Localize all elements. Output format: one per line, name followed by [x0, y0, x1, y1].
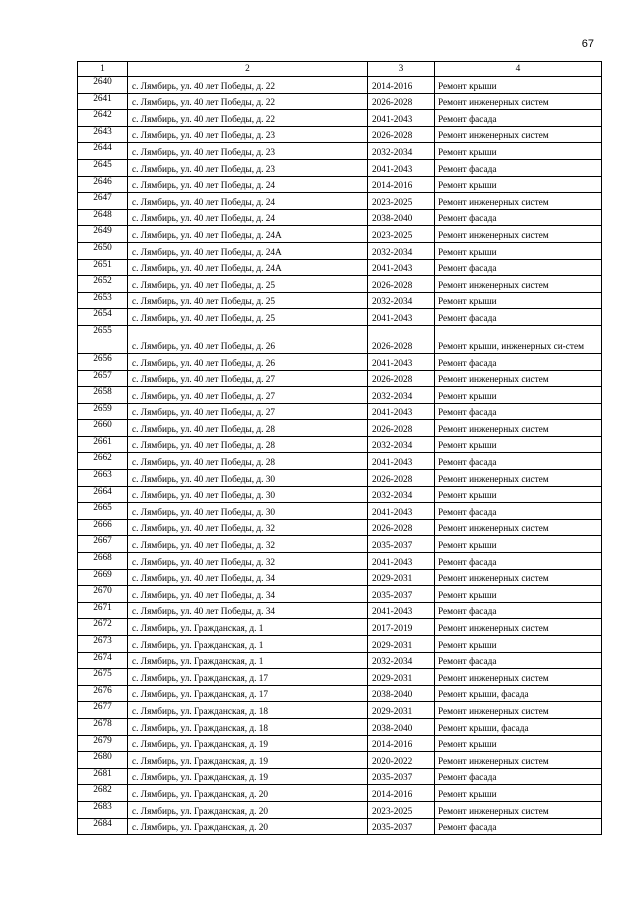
row-number: 2655 — [78, 325, 128, 353]
row-number: 2678 — [78, 718, 128, 735]
table-row — [78, 503, 602, 520]
work-type-cell: Ремонт крыши — [435, 486, 602, 503]
row-number: 2663 — [78, 470, 128, 487]
table-row — [78, 768, 602, 785]
table-header-row — [78, 62, 602, 77]
work-type-cell: Ремонт фасада — [435, 403, 602, 420]
period-cell: 2038-2040 — [368, 209, 435, 226]
column-header-period: 3 — [368, 62, 435, 77]
table-row — [78, 93, 602, 110]
work-type-cell: Ремонт инженерных систем — [435, 226, 602, 243]
work-type-cell: Ремонт инженерных систем — [435, 669, 602, 686]
address-cell: с. Лямбирь, ул. Гражданская, д. 20 — [128, 801, 368, 818]
address-cell: с. Лямбирь, ул. 40 лет Победы, д. 25 — [128, 292, 368, 309]
work-type-cell: Ремонт крыши, фасада — [435, 718, 602, 735]
table-row — [78, 159, 602, 176]
table-row — [78, 569, 602, 586]
period-cell: 2041-2043 — [368, 309, 435, 326]
table-row — [78, 176, 602, 193]
address-cell: с. Лямбирь, ул. 40 лет Победы, д. 24 — [128, 176, 368, 193]
table-row — [78, 403, 602, 420]
row-number: 2648 — [78, 209, 128, 226]
table-row — [78, 801, 602, 818]
row-number: 2650 — [78, 242, 128, 259]
row-number: 2668 — [78, 553, 128, 570]
table-row — [78, 752, 602, 769]
address-cell: с. Лямбирь, ул. 40 лет Победы, д. 27 — [128, 387, 368, 404]
address-cell: с. Лямбирь, ул. 40 лет Победы, д. 22 — [128, 93, 368, 110]
work-type-cell: Ремонт фасада — [435, 159, 602, 176]
table-row — [78, 226, 602, 243]
period-cell: 2041-2043 — [368, 553, 435, 570]
work-type-cell: Ремонт фасада — [435, 652, 602, 669]
work-type-cell: Ремонт инженерных систем — [435, 752, 602, 769]
table-row — [78, 735, 602, 752]
row-number: 2664 — [78, 486, 128, 503]
address-cell: с. Лямбирь, ул. 40 лет Победы, д. 34 — [128, 586, 368, 603]
work-type-cell: Ремонт фасада — [435, 110, 602, 127]
table-row — [78, 436, 602, 453]
work-type-cell: Ремонт крыши — [435, 292, 602, 309]
period-cell: 2032-2034 — [368, 242, 435, 259]
period-cell: 2014-2016 — [368, 77, 435, 94]
address-cell: с. Лямбирь, ул. Гражданская, д. 18 — [128, 718, 368, 735]
period-cell: 2029-2031 — [368, 702, 435, 719]
table-row — [78, 126, 602, 143]
address-cell: с. Лямбирь, ул. 40 лет Победы, д. 27 — [128, 370, 368, 387]
table-row — [78, 110, 602, 127]
address-cell: с. Лямбирь, ул. 40 лет Победы, д. 32 — [128, 519, 368, 536]
address-cell: с. Лямбирь, ул. Гражданская, д. 19 — [128, 735, 368, 752]
work-type-cell: Ремонт инженерных систем — [435, 420, 602, 437]
repair-schedule-table — [77, 61, 602, 835]
row-number: 2645 — [78, 159, 128, 176]
work-type-cell: Ремонт фасада — [435, 353, 602, 370]
period-cell: 2026-2028 — [368, 470, 435, 487]
address-cell: с. Лямбирь, ул. 40 лет Победы, д. 28 — [128, 453, 368, 470]
table-row — [78, 353, 602, 370]
row-number: 2640 — [78, 77, 128, 94]
address-cell: с. Лямбирь, ул. Гражданская, д. 18 — [128, 702, 368, 719]
table-row — [78, 143, 602, 160]
work-type-cell: Ремонт крыши — [435, 176, 602, 193]
period-cell: 2041-2043 — [368, 353, 435, 370]
row-number: 2674 — [78, 652, 128, 669]
period-cell: 2032-2034 — [368, 292, 435, 309]
work-type-cell: Ремонт инженерных систем — [435, 519, 602, 536]
row-number: 2665 — [78, 503, 128, 520]
address-cell: с. Лямбирь, ул. Гражданская, д. 19 — [128, 752, 368, 769]
table-row — [78, 193, 602, 210]
work-type-cell: Ремонт инженерных систем — [435, 276, 602, 293]
row-number: 2656 — [78, 353, 128, 370]
table-row — [78, 387, 602, 404]
address-cell: с. Лямбирь, ул. Гражданская, д. 1 — [128, 619, 368, 636]
address-cell: с. Лямбирь, ул. 40 лет Победы, д. 25 — [128, 309, 368, 326]
column-header-number: 1 — [78, 62, 128, 77]
work-type-cell: Ремонт фасада — [435, 503, 602, 520]
period-cell: 2014-2016 — [368, 176, 435, 193]
row-number: 2646 — [78, 176, 128, 193]
table-row — [78, 470, 602, 487]
period-cell: 2026-2028 — [368, 325, 435, 353]
address-cell: с. Лямбирь, ул. 40 лет Победы, д. 30 — [128, 503, 368, 520]
address-cell: с. Лямбирь, ул. 40 лет Победы, д. 24А — [128, 242, 368, 259]
address-cell: с. Лямбирь, ул. 40 лет Победы, д. 28 — [128, 436, 368, 453]
table-row — [78, 536, 602, 553]
row-number: 2670 — [78, 586, 128, 603]
period-cell: 2032-2034 — [368, 387, 435, 404]
row-number: 2671 — [78, 602, 128, 619]
period-cell: 2035-2037 — [368, 818, 435, 835]
row-number: 2647 — [78, 193, 128, 210]
row-number: 2644 — [78, 143, 128, 160]
work-type-cell: Ремонт инженерных систем — [435, 126, 602, 143]
row-number: 2676 — [78, 685, 128, 702]
address-cell: с. Лямбирь, ул. 40 лет Победы, д. 24 — [128, 193, 368, 210]
work-type-cell: Ремонт крыши — [435, 735, 602, 752]
work-type-cell: Ремонт инженерных систем — [435, 370, 602, 387]
row-number: 2677 — [78, 702, 128, 719]
row-number: 2667 — [78, 536, 128, 553]
work-type-cell: Ремонт крыши, инженерных си-стем — [435, 325, 602, 353]
table-row — [78, 619, 602, 636]
address-cell: с. Лямбирь, ул. 40 лет Победы, д. 23 — [128, 159, 368, 176]
row-number: 2654 — [78, 309, 128, 326]
row-number: 2673 — [78, 636, 128, 653]
work-type-cell: Ремонт фасада — [435, 453, 602, 470]
row-number: 2651 — [78, 259, 128, 276]
period-cell: 2041-2043 — [368, 159, 435, 176]
period-cell: 2041-2043 — [368, 453, 435, 470]
address-cell: с. Лямбирь, ул. 40 лет Победы, д. 23 — [128, 126, 368, 143]
row-number: 2681 — [78, 768, 128, 785]
address-cell: с. Лямбирь, ул. 40 лет Победы, д. 30 — [128, 470, 368, 487]
table-row — [78, 652, 602, 669]
address-cell: с. Лямбирь, ул. 40 лет Победы, д. 28 — [128, 420, 368, 437]
row-number: 2675 — [78, 669, 128, 686]
address-cell: с. Лямбирь, ул. 40 лет Победы, д. 24А — [128, 259, 368, 276]
period-cell: 2026-2028 — [368, 276, 435, 293]
row-number: 2660 — [78, 420, 128, 437]
row-number: 2658 — [78, 387, 128, 404]
period-cell: 2026-2028 — [368, 519, 435, 536]
row-number: 2683 — [78, 801, 128, 818]
period-cell: 2023-2025 — [368, 801, 435, 818]
table-row — [78, 209, 602, 226]
period-cell: 2029-2031 — [368, 669, 435, 686]
work-type-cell: Ремонт инженерных систем — [435, 193, 602, 210]
address-cell: с. Лямбирь, ул. Гражданская, д. 19 — [128, 768, 368, 785]
table-row — [78, 325, 602, 353]
table-row — [78, 276, 602, 293]
period-cell: 2020-2022 — [368, 752, 435, 769]
table-row — [78, 636, 602, 653]
table-row — [78, 259, 602, 276]
table-row — [78, 785, 602, 802]
work-type-cell: Ремонт инженерных систем — [435, 619, 602, 636]
period-cell: 2029-2031 — [368, 569, 435, 586]
table-row — [78, 718, 602, 735]
row-number: 2641 — [78, 93, 128, 110]
table-row — [78, 453, 602, 470]
period-cell: 2035-2037 — [368, 586, 435, 603]
period-cell: 2026-2028 — [368, 420, 435, 437]
work-type-cell: Ремонт фасада — [435, 209, 602, 226]
period-cell: 2038-2040 — [368, 685, 435, 702]
period-cell: 2041-2043 — [368, 259, 435, 276]
work-type-cell: Ремонт крыши — [435, 77, 602, 94]
row-number: 2659 — [78, 403, 128, 420]
period-cell: 2026-2028 — [368, 93, 435, 110]
period-cell: 2026-2028 — [368, 370, 435, 387]
work-type-cell: Ремонт инженерных систем — [435, 702, 602, 719]
table-row — [78, 77, 602, 94]
address-cell: с. Лямбирь, ул. 40 лет Победы, д. 32 — [128, 553, 368, 570]
table-row — [78, 586, 602, 603]
period-cell: 2026-2028 — [368, 126, 435, 143]
row-number: 2680 — [78, 752, 128, 769]
row-number: 2652 — [78, 276, 128, 293]
table-row — [78, 669, 602, 686]
work-type-cell: Ремонт крыши — [435, 536, 602, 553]
period-cell: 2032-2034 — [368, 143, 435, 160]
work-type-cell: Ремонт инженерных систем — [435, 93, 602, 110]
address-cell: с. Лямбирь, ул. 40 лет Победы, д. 34 — [128, 569, 368, 586]
period-cell: 2032-2034 — [368, 486, 435, 503]
work-type-cell: Ремонт инженерных систем — [435, 569, 602, 586]
work-type-cell: Ремонт крыши, фасада — [435, 685, 602, 702]
period-cell: 2032-2034 — [368, 436, 435, 453]
work-type-cell: Ремонт фасада — [435, 768, 602, 785]
work-type-cell: Ремонт крыши — [435, 785, 602, 802]
address-cell: с. Лямбирь, ул. Гражданская, д. 17 — [128, 669, 368, 686]
column-header-work: 4 — [435, 62, 602, 77]
row-number: 2672 — [78, 619, 128, 636]
address-cell: с. Лямбирь, ул. 40 лет Победы, д. 24А — [128, 226, 368, 243]
row-number: 2679 — [78, 735, 128, 752]
page-number: 67 — [581, 38, 594, 50]
table-row — [78, 292, 602, 309]
row-number: 2661 — [78, 436, 128, 453]
table-row — [78, 702, 602, 719]
address-cell: с. Лямбирь, ул. Гражданская, д. 20 — [128, 818, 368, 835]
row-number: 2669 — [78, 569, 128, 586]
table-row — [78, 602, 602, 619]
table-row — [78, 519, 602, 536]
period-cell: 2023-2025 — [368, 193, 435, 210]
period-cell: 2041-2043 — [368, 602, 435, 619]
work-type-cell: Ремонт фасада — [435, 259, 602, 276]
address-cell: с. Лямбирь, ул. Гражданская, д. 17 — [128, 685, 368, 702]
row-number: 2682 — [78, 785, 128, 802]
period-cell: 2032-2034 — [368, 652, 435, 669]
row-number: 2657 — [78, 370, 128, 387]
row-number: 2649 — [78, 226, 128, 243]
address-cell: с. Лямбирь, ул. 40 лет Победы, д. 24 — [128, 209, 368, 226]
table-row — [78, 818, 602, 835]
work-type-cell: Ремонт фасада — [435, 553, 602, 570]
table-row — [78, 242, 602, 259]
work-type-cell: Ремонт инженерных систем — [435, 470, 602, 487]
address-cell: с. Лямбирь, ул. 40 лет Победы, д. 23 — [128, 143, 368, 160]
table-row — [78, 309, 602, 326]
work-type-cell: Ремонт крыши — [435, 436, 602, 453]
period-cell: 2035-2037 — [368, 536, 435, 553]
period-cell: 2038-2040 — [368, 718, 435, 735]
work-type-cell: Ремонт крыши — [435, 387, 602, 404]
period-cell: 2041-2043 — [368, 110, 435, 127]
table-row — [78, 685, 602, 702]
table-row — [78, 370, 602, 387]
address-cell: с. Лямбирь, ул. 40 лет Победы, д. 25 — [128, 276, 368, 293]
row-number: 2643 — [78, 126, 128, 143]
period-cell: 2023-2025 — [368, 226, 435, 243]
address-cell: с. Лямбирь, ул. 40 лет Победы, д. 34 — [128, 602, 368, 619]
table-row — [78, 420, 602, 437]
address-cell: с. Лямбирь, ул. 40 лет Победы, д. 30 — [128, 486, 368, 503]
address-cell: с. Лямбирь, ул. 40 лет Победы, д. 27 — [128, 403, 368, 420]
address-cell: с. Лямбирь, ул. Гражданская, д. 1 — [128, 636, 368, 653]
address-cell: с. Лямбирь, ул. 40 лет Победы, д. 32 — [128, 536, 368, 553]
work-type-cell: Ремонт фасада — [435, 309, 602, 326]
period-cell: 2041-2043 — [368, 403, 435, 420]
row-number: 2662 — [78, 453, 128, 470]
work-type-cell: Ремонт фасада — [435, 818, 602, 835]
period-cell: 2014-2016 — [368, 785, 435, 802]
address-cell: с. Лямбирь, ул. Гражданская, д. 20 — [128, 785, 368, 802]
work-type-cell: Ремонт фасада — [435, 602, 602, 619]
row-number: 2666 — [78, 519, 128, 536]
period-cell: 2017-2019 — [368, 619, 435, 636]
row-number: 2642 — [78, 110, 128, 127]
work-type-cell: Ремонт инженерных систем — [435, 801, 602, 818]
address-cell: с. Лямбирь, ул. 40 лет Победы, д. 22 — [128, 110, 368, 127]
address-cell: с. Лямбирь, ул. 40 лет Победы, д. 26 — [128, 325, 368, 353]
period-cell: 2014-2016 — [368, 735, 435, 752]
column-header-address: 2 — [128, 62, 368, 77]
table-row — [78, 486, 602, 503]
period-cell: 2029-2031 — [368, 636, 435, 653]
row-number: 2653 — [78, 292, 128, 309]
work-type-cell: Ремонт крыши — [435, 242, 602, 259]
table-row — [78, 553, 602, 570]
address-cell: с. Лямбирь, ул. Гражданская, д. 1 — [128, 652, 368, 669]
work-type-cell: Ремонт крыши — [435, 636, 602, 653]
table-body — [78, 77, 602, 835]
address-cell: с. Лямбирь, ул. 40 лет Победы, д. 26 — [128, 353, 368, 370]
period-cell: 2041-2043 — [368, 503, 435, 520]
address-cell: с. Лямбирь, ул. 40 лет Победы, д. 22 — [128, 77, 368, 94]
row-number: 2684 — [78, 818, 128, 835]
period-cell: 2035-2037 — [368, 768, 435, 785]
work-type-cell: Ремонт крыши — [435, 586, 602, 603]
work-type-cell: Ремонт крыши — [435, 143, 602, 160]
